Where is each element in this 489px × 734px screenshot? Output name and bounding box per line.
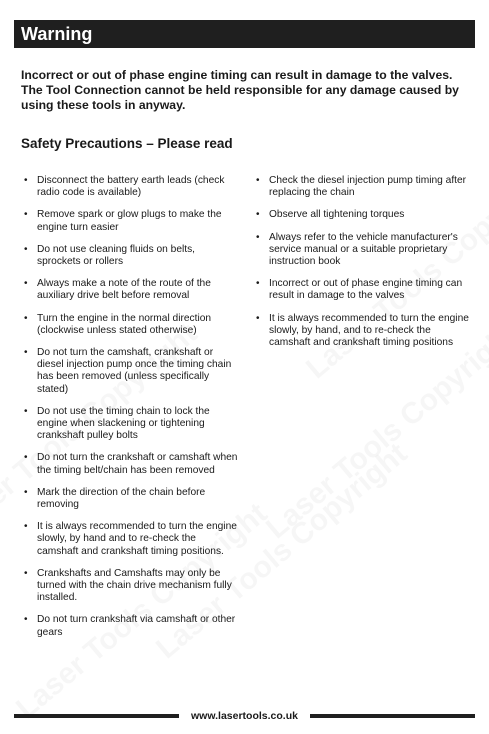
list-item-text: Do not turn crankshaft via camshaft or other gears	[37, 614, 236, 638]
bullet-icon: •	[24, 209, 28, 221]
list-item	[254, 175, 470, 199]
list-item	[22, 406, 240, 443]
list-item	[22, 347, 240, 396]
bullet-icon: •	[24, 614, 28, 626]
list-item-text: Remove spark or glow plugs to make the engine turn easier	[37, 209, 222, 233]
list-item-text: Always make a note of the route of the auxiliary drive belt before removal	[37, 278, 211, 302]
list-item	[254, 232, 470, 269]
list-item	[22, 175, 240, 199]
list-item-text: Disconnect the battery earth leads (check radio code is available)	[37, 175, 225, 199]
bullet-icon: •	[24, 175, 28, 186]
page-footer	[14, 709, 475, 723]
list-item-text: Turn the engine in the normal direction (clockwise unless stated otherwise)	[37, 312, 212, 336]
warning-header: Warning	[14, 20, 475, 48]
bullet-icon: •	[24, 278, 28, 290]
list-item-text: Crankshafts and Camshafts may only be turned with the chain drive mechanism fully installed.	[37, 567, 232, 604]
intro-line: Incorrect or out of phase engine timing can result in damage to the valves.	[21, 68, 453, 82]
bullet-icon: •	[24, 486, 28, 498]
list-item-text: Do not use the timing chain to lock the engine when slackening or tightening crankshaft pulley bolts	[37, 405, 210, 442]
list-item	[22, 313, 240, 337]
bullet-icon: •	[24, 405, 28, 417]
footer-url-link[interactable]: www.lasertools.co.uk	[191, 710, 298, 722]
bullet-icon: •	[24, 452, 28, 464]
intro-line: The Tool Connection cannot be held responsible for any damage caused by	[21, 83, 459, 97]
list-item	[22, 614, 240, 638]
list-item	[22, 521, 240, 558]
list-item-text: Do not turn the camshaft, crankshaft or diesel injection pump once the timing chain has been removed (unless specifically stated)	[37, 347, 232, 395]
bullet-icon: •	[24, 567, 28, 579]
list-item	[22, 568, 240, 605]
list-item-text: Check the diesel injection pump timing after replacing the chain	[269, 175, 467, 199]
bullet-icon: •	[256, 175, 260, 186]
bullet-icon: •	[24, 312, 28, 324]
precautions-list-right	[254, 175, 470, 359]
bullet-icon: •	[256, 231, 260, 243]
precautions-list-left	[22, 175, 240, 649]
list-item	[22, 278, 240, 302]
list-item-text: Do not turn the crankshaft or camshaft when the timing belt/chain has been removed	[37, 452, 238, 476]
list-item-text: Do not use cleaning fluids on belts, sprockets or rollers	[37, 243, 196, 268]
list-item	[22, 487, 240, 511]
list-item	[22, 452, 240, 476]
bullet-icon: •	[24, 347, 28, 359]
list-item	[22, 244, 240, 268]
list-item-text: Incorrect or out of phase engine timing can result in damage to the valves	[269, 278, 463, 302]
list-item-text: Always refer to the vehicle manufacturer's service manual or a suitable proprietary instruction book	[269, 231, 458, 268]
list-item	[254, 278, 470, 302]
bullet-icon: •	[24, 243, 28, 255]
list-item-text: Observe all tightening torques	[269, 209, 405, 221]
bullet-icon: •	[24, 521, 28, 533]
bullet-icon: •	[256, 209, 260, 221]
list-item	[254, 209, 470, 221]
list-item-text: It is always recommended to turn the engine slowly, by hand and to re-check the camshaft and crankshaft timing positions.	[37, 521, 237, 557]
list-item	[22, 209, 240, 233]
list-item-text: It is always recommended to turn the engine slowly, by hand, and to re-check the camshaft and crankshaft timing positions	[269, 312, 469, 349]
footer-rule-right	[310, 714, 475, 718]
list-item-text: Mark the direction of the chain before removing	[37, 486, 206, 511]
intro-warning-text	[21, 68, 471, 113]
section-title: Safety Precautions – Please read	[21, 136, 233, 151]
bullet-icon: •	[256, 278, 260, 290]
list-item	[254, 313, 470, 350]
bullet-icon: •	[256, 312, 260, 324]
intro-line: using these tools in anyway.	[21, 98, 186, 112]
